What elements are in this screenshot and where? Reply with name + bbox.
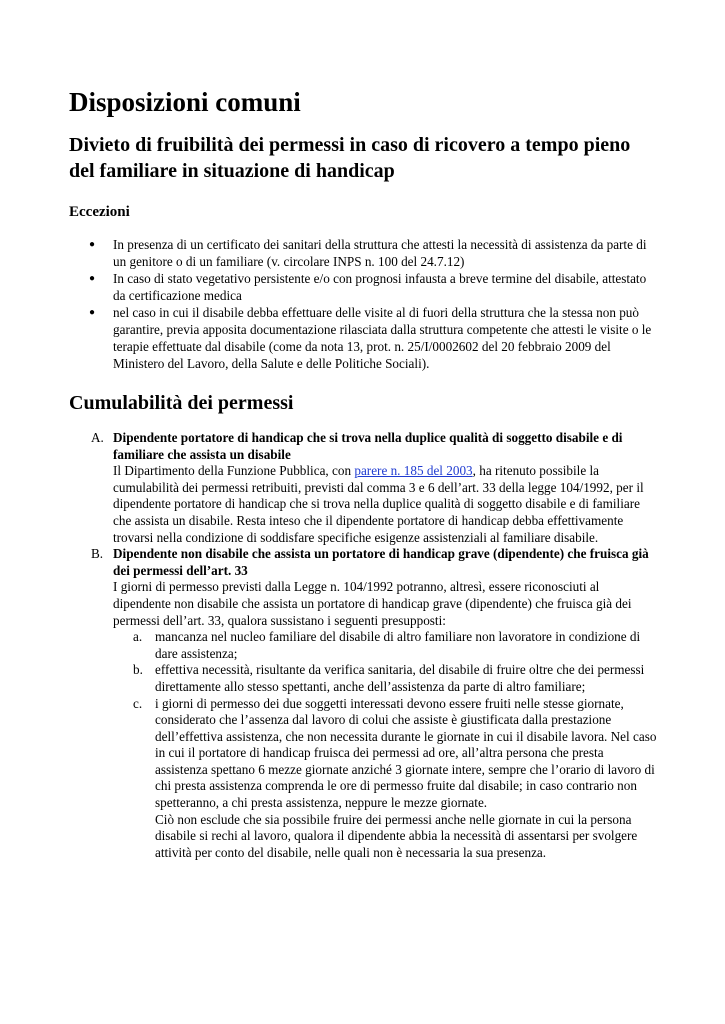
bullet-icon: ● — [89, 307, 96, 318]
conditions-list — [113, 629, 659, 861]
cumulability-list — [69, 430, 659, 861]
list-item — [69, 304, 659, 372]
cumulability-heading: Cumulabilità dei permessi — [69, 392, 294, 414]
exception-text: In presenza di un certificato dei sanitari della struttura che attesti la necessità di assistenza da parte di un genitore o di un familiare (v. circolare INPS n. 100 del 24.7.12) — [113, 237, 647, 269]
page-title: Disposizioni comuni — [69, 87, 301, 117]
list-marker: A. — [91, 430, 104, 445]
list-marker: B. — [91, 546, 104, 562]
exception-text: In caso di stato vegetativo persistente e/o con prognosi infausta a breve termine del disabile, attestato da certificazione medica — [113, 271, 647, 303]
list-marker: c. — [133, 695, 143, 711]
item-a-body — [113, 463, 659, 546]
bullet-icon: ● — [89, 239, 96, 250]
list-item — [69, 270, 659, 304]
list-marker: a. — [133, 629, 143, 645]
condition-note: Ciò non esclude che sia possibile fruire dei permessi anche nelle giornate in cui la persona disabile si rechi al lavoro, qualora il dipendente abbia la necessità di assentarsi per svolgere attività per conto del disabile, nelle quali non è necessaria la sua presenza. — [155, 811, 638, 860]
list-item — [113, 629, 659, 662]
condition-text: mancanza nel nucleo familiare del disabile di altro familiare non lavoratore in condizione di dare assistenza; — [155, 629, 641, 661]
section-subtitle: Divieto di fruibilità dei permessi in caso di ricovero a tempo pieno del familiare in situazione di handicap — [69, 134, 631, 182]
item-b-body: I giorni di permesso previsti dalla Legge n. 104/1992 potranno, altresì, essere riconosciuti al dipendente non disabile che assista un portatore di handicap grave (dipendente) che fruisca già dei permessi dell’art. 33, qualora sussistano i seguenti presupposti: — [113, 579, 632, 628]
parere-link[interactable]: parere n. 185 del 2003 — [354, 463, 473, 479]
condition-text: i giorni di permesso dei due soggetti interessati devono essere fruiti nelle stesse giornate, considerato che l’assenza dal lavoro di colui che assiste è giustificata dalla prestazione dell’effettiva assistenza, che non necessita durante le giornate in cui il disabile lavora. Nel caso in cui il portatore di handicap fruisca dei permessi ad ore, all’altra persona che presta assistenza spettano 6 mezze giornate anziché 3 giornate intere, sempre che l’orario di lavoro di chi presta assistenza comprenda le ore di permesso fruite dal disabile; in caso contrario non spetteranno, a chi presta assistenza, neppure le mezze giornate. — [155, 695, 657, 811]
exception-text: nel caso in cui il disabile debba effettuare delle visite al di fuori della struttura che la stessa non può garantire, previa apposita documentazione rilasciata dalla struttura competente che attesti le visite o le terapie effettuate dal disabile (come da nota 13, prot. n. 25/I/0002602 del 20 febbraio 2009 del Ministero del Lavoro, della Salute e delle Politiche Sociali). — [113, 305, 652, 371]
bullet-icon: ● — [89, 273, 96, 284]
document-page — [69, 84, 659, 861]
exceptions-heading: Eccezioni — [69, 204, 130, 220]
list-marker: b. — [133, 662, 143, 678]
item-b-heading: Dipendente non disabile che assista un portatore di handicap grave (dipendente) che fruisca già dei permessi dell’art. 33 — [113, 546, 649, 578]
item-a-text-before: Il Dipartimento della Funzione Pubblica, con — [113, 463, 355, 479]
exceptions-list — [69, 236, 659, 372]
item-a-text-after: , ha ritenuto possibile la cumulabilità dei permessi retribuiti, previsti dal comma 3 e 6 dell’art. 33 della legge 104/1992, per il dipendente portatore di handicap che si trova nella duplice qualità di soggetto disabile e di familiare che assista un disabile. Resta inteso che il dipendente portatore di handicap debba effettivamente trovarsi nella condizione di soddisfare specifiche esigenze assistenziali al familiare disabile. — [113, 463, 644, 545]
list-item — [113, 696, 659, 862]
list-item-a — [69, 430, 659, 546]
condition-text: effettiva necessità, risultante da verifica sanitaria, del disabile di fruire oltre che dei permessi direttamente allo stesso spettanti, anche dell’assistenza da parte di altro familiare; — [155, 662, 645, 694]
item-a-heading: Dipendente portatore di handicap che si trova nella duplice qualità di soggetto disabile e di familiare che assista un disabile — [113, 430, 623, 462]
list-item — [113, 662, 659, 695]
list-item — [69, 236, 659, 270]
list-item-b — [69, 546, 659, 861]
